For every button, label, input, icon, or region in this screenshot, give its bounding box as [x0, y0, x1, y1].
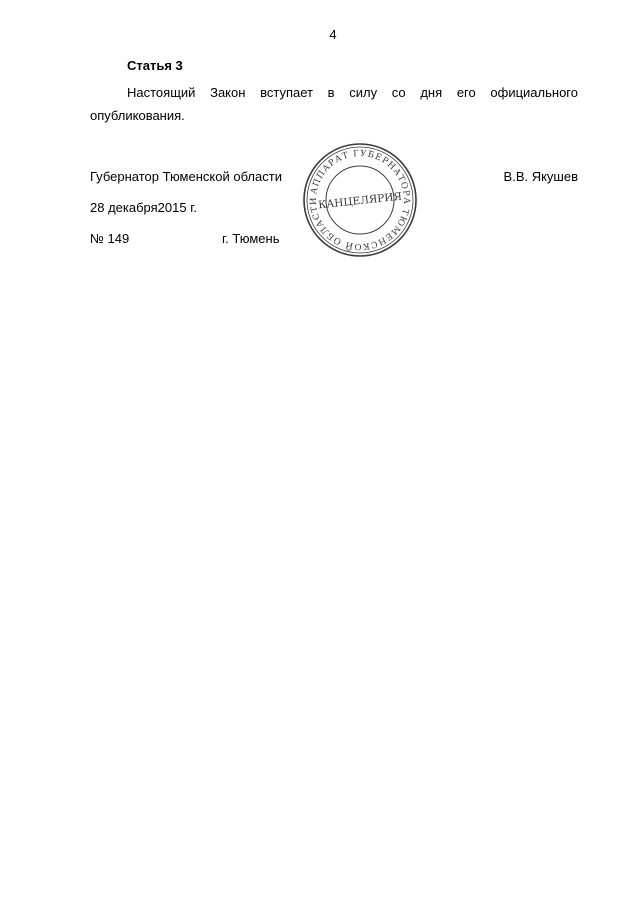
seal-outer-text: АППАРАТ ГУБЕРНАТОРА ТЮМЕНСКОЙ ОБЛАСТИ [308, 148, 412, 252]
article-word: в [327, 85, 335, 100]
article-word: дня [420, 85, 443, 100]
page-number: 4 [329, 27, 337, 42]
document-number: № 149 [90, 231, 130, 246]
article-word: Настоящий [127, 85, 196, 100]
article-heading: Статья 3 [127, 58, 183, 73]
official-seal-stamp [300, 140, 420, 260]
seal-center-text: КАНЦЕЛЯРИЯ [317, 190, 403, 212]
article-word: силу [349, 85, 378, 100]
signer-title: Губернатор Тюменской области [90, 169, 282, 184]
article-body [90, 81, 578, 127]
article-word: Закон [210, 85, 246, 100]
article-line-1 [90, 81, 578, 104]
article-line-2: опубликования. [90, 108, 185, 123]
article-word: официального [490, 85, 578, 100]
signer-name: В.В. Якушев [503, 169, 578, 184]
article-word: вступает [260, 85, 313, 100]
document-city: г. Тюмень [222, 231, 280, 246]
article-word: со [391, 85, 406, 100]
document-date: 28 декабря2015 г. [90, 200, 197, 215]
article-word: его [456, 85, 476, 100]
